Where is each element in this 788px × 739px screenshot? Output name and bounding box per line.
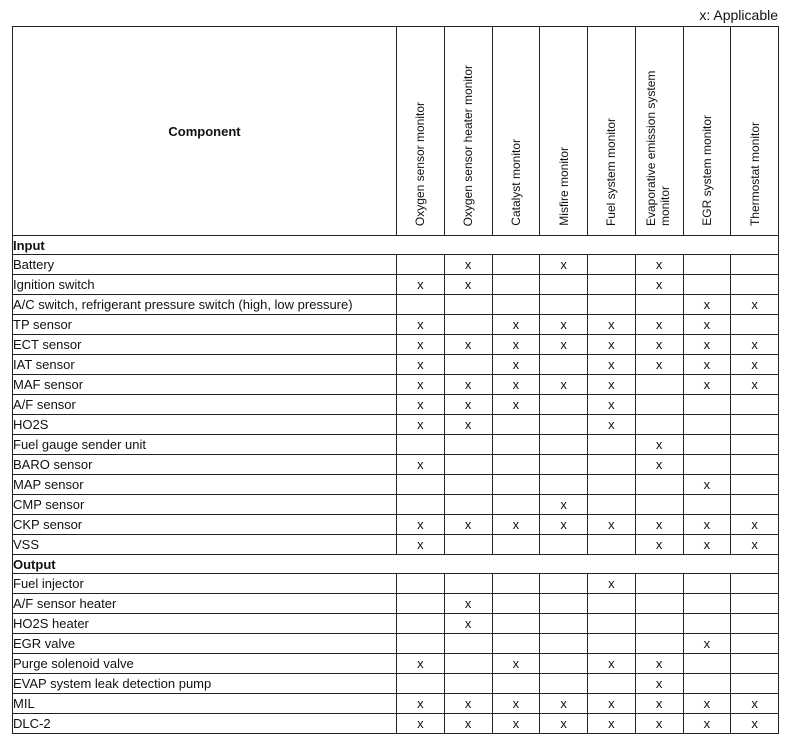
applicability-cell	[397, 674, 445, 694]
applicability-cell: x	[683, 714, 731, 734]
applicability-cell	[588, 495, 636, 515]
applicability-cell: x	[444, 415, 492, 435]
applicability-cell	[588, 634, 636, 654]
applicability-cell: x	[683, 355, 731, 375]
applicability-cell: x	[635, 275, 683, 295]
applicability-cell	[444, 435, 492, 455]
applicability-cell	[731, 275, 779, 295]
table-row	[13, 495, 779, 515]
applicability-cell	[540, 574, 588, 594]
applicability-cell: x	[492, 355, 540, 375]
applicability-cell	[588, 614, 636, 634]
table-row	[13, 275, 779, 295]
applicability-cell	[540, 535, 588, 555]
applicability-cell: x	[683, 375, 731, 395]
applicability-cell: x	[588, 315, 636, 335]
applicability-cell: x	[397, 714, 445, 734]
applicability-cell: x	[397, 455, 445, 475]
table-row	[13, 295, 779, 315]
component-label: MAF sensor	[13, 375, 397, 395]
applicability-cell: x	[635, 694, 683, 714]
applicability-cell	[588, 295, 636, 315]
applicability-cell	[635, 634, 683, 654]
monitor-header-label: EGR system monitor	[699, 115, 714, 226]
applicability-cell	[397, 435, 445, 455]
applicability-cell	[540, 355, 588, 375]
applicability-cell	[492, 634, 540, 654]
applicability-cell	[588, 475, 636, 495]
applicability-table	[12, 26, 779, 734]
table-row	[13, 355, 779, 375]
applicability-cell	[635, 395, 683, 415]
applicability-cell: x	[635, 535, 683, 555]
applicability-cell	[683, 275, 731, 295]
table-row	[13, 714, 779, 734]
applicability-cell: x	[444, 594, 492, 614]
table-row	[13, 315, 779, 335]
applicability-cell: x	[492, 375, 540, 395]
table-row	[13, 694, 779, 714]
applicability-cell	[588, 255, 636, 275]
component-label: MIL	[13, 694, 397, 714]
component-label: VSS	[13, 535, 397, 555]
applicability-cell: x	[588, 694, 636, 714]
applicability-cell	[683, 435, 731, 455]
applicability-cell: x	[397, 654, 445, 674]
header-row	[13, 27, 779, 236]
applicability-cell	[444, 495, 492, 515]
applicability-cell: x	[540, 335, 588, 355]
applicability-cell	[731, 654, 779, 674]
applicability-cell	[635, 415, 683, 435]
component-label: A/C switch, refrigerant pressure switch (high, low pressure)	[13, 295, 397, 315]
applicability-cell	[731, 475, 779, 495]
applicability-cell	[540, 395, 588, 415]
applicability-cell: x	[397, 694, 445, 714]
applicability-cell: x	[683, 535, 731, 555]
applicability-cell	[397, 495, 445, 515]
applicability-cell	[635, 375, 683, 395]
applicability-cell	[588, 455, 636, 475]
applicability-cell: x	[397, 335, 445, 355]
applicability-cell: x	[492, 515, 540, 535]
applicability-cell	[492, 435, 540, 455]
applicability-cell	[540, 275, 588, 295]
monitor-header-label: Evaporative emission system monitor	[644, 70, 673, 226]
applicability-cell: x	[397, 535, 445, 555]
applicability-cell: x	[588, 355, 636, 375]
component-label: A/F sensor heater	[13, 594, 397, 614]
applicability-cell	[635, 574, 683, 594]
component-label: HO2S heater	[13, 614, 397, 634]
applicability-cell	[683, 255, 731, 275]
applicability-cell	[683, 455, 731, 475]
applicability-cell: x	[731, 515, 779, 535]
applicability-cell: x	[731, 375, 779, 395]
monitor-header-label: Fuel system monitor	[604, 117, 619, 226]
applicability-cell	[731, 634, 779, 654]
applicability-cell	[683, 574, 731, 594]
applicability-cell: x	[588, 415, 636, 435]
applicability-cell	[683, 395, 731, 415]
applicability-cell: x	[444, 614, 492, 634]
component-label: ECT sensor	[13, 335, 397, 355]
monitor-header	[397, 27, 445, 236]
table-row	[13, 535, 779, 555]
table-row	[13, 335, 779, 355]
applicability-cell: x	[444, 395, 492, 415]
applicability-cell	[683, 594, 731, 614]
applicability-cell	[540, 634, 588, 654]
applicability-cell	[731, 395, 779, 415]
component-label: Fuel injector	[13, 574, 397, 594]
applicability-cell	[540, 455, 588, 475]
applicability-cell	[444, 315, 492, 335]
applicability-cell	[397, 255, 445, 275]
applicability-cell: x	[492, 315, 540, 335]
applicability-cell: x	[540, 694, 588, 714]
monitor-header	[683, 27, 731, 236]
applicability-cell	[397, 574, 445, 594]
monitor-header	[731, 27, 779, 236]
monitor-header	[444, 27, 492, 236]
component-label: Purge solenoid valve	[13, 654, 397, 674]
applicability-cell	[397, 614, 445, 634]
applicability-cell: x	[635, 355, 683, 375]
monitor-header	[635, 27, 683, 236]
applicability-cell: x	[540, 255, 588, 275]
component-label: IAT sensor	[13, 355, 397, 375]
monitor-header-label: Oxygen sensor heater monitor	[461, 64, 476, 226]
applicability-cell: x	[635, 255, 683, 275]
applicability-cell	[540, 435, 588, 455]
applicability-cell: x	[588, 515, 636, 535]
applicability-cell	[635, 495, 683, 515]
legend: x: Applicable	[699, 7, 778, 23]
monitor-header-label: Misfire monitor	[556, 147, 571, 226]
applicability-cell	[444, 574, 492, 594]
applicability-cell: x	[683, 315, 731, 335]
component-label: HO2S	[13, 415, 397, 435]
applicability-cell	[540, 594, 588, 614]
component-label: BARO sensor	[13, 455, 397, 475]
applicability-cell	[492, 475, 540, 495]
applicability-cell	[635, 295, 683, 315]
applicability-cell	[635, 594, 683, 614]
table-row	[13, 255, 779, 275]
table-row	[13, 574, 779, 594]
component-label: CKP sensor	[13, 515, 397, 535]
applicability-cell	[588, 594, 636, 614]
monitor-header	[492, 27, 540, 236]
applicability-cell: x	[635, 455, 683, 475]
applicability-cell	[444, 535, 492, 555]
applicability-cell	[731, 415, 779, 435]
applicability-cell: x	[731, 535, 779, 555]
applicability-cell	[731, 495, 779, 515]
applicability-cell: x	[683, 515, 731, 535]
applicability-cell: x	[588, 375, 636, 395]
applicability-cell	[492, 614, 540, 634]
applicability-cell	[492, 535, 540, 555]
applicability-cell: x	[492, 694, 540, 714]
applicability-cell	[683, 674, 731, 694]
applicability-cell	[540, 674, 588, 694]
component-label: Battery	[13, 255, 397, 275]
table-row	[13, 654, 779, 674]
applicability-cell: x	[397, 355, 445, 375]
table-row	[13, 674, 779, 694]
applicability-cell: x	[731, 295, 779, 315]
section-title: Input	[13, 236, 779, 255]
applicability-cell	[444, 674, 492, 694]
applicability-cell: x	[397, 275, 445, 295]
applicability-cell	[540, 654, 588, 674]
applicability-cell: x	[397, 395, 445, 415]
applicability-cell: x	[397, 315, 445, 335]
table-row	[13, 375, 779, 395]
applicability-cell: x	[444, 694, 492, 714]
applicability-cell: x	[635, 435, 683, 455]
table-row	[13, 475, 779, 495]
applicability-cell: x	[492, 714, 540, 734]
component-label: TP sensor	[13, 315, 397, 335]
applicability-cell: x	[444, 375, 492, 395]
applicability-cell	[588, 535, 636, 555]
applicability-cell	[444, 654, 492, 674]
applicability-cell: x	[683, 335, 731, 355]
applicability-cell: x	[635, 714, 683, 734]
applicability-cell: x	[731, 355, 779, 375]
applicability-cell: x	[635, 674, 683, 694]
monitor-header-label: Oxygen sensor monitor	[413, 101, 428, 226]
applicability-cell	[492, 295, 540, 315]
component-label: EVAP system leak detection pump	[13, 674, 397, 694]
monitor-header	[540, 27, 588, 236]
table-row	[13, 515, 779, 535]
applicability-cell: x	[444, 714, 492, 734]
applicability-cell: x	[397, 375, 445, 395]
applicability-cell	[683, 495, 731, 515]
applicability-cell: x	[444, 255, 492, 275]
applicability-cell	[540, 295, 588, 315]
applicability-cell: x	[731, 714, 779, 734]
applicability-cell: x	[397, 515, 445, 535]
applicability-cell	[492, 275, 540, 295]
applicability-cell	[492, 495, 540, 515]
component-header: Component	[13, 27, 397, 236]
applicability-cell	[731, 435, 779, 455]
applicability-cell	[731, 574, 779, 594]
applicability-cell: x	[588, 335, 636, 355]
applicability-cell: x	[540, 375, 588, 395]
applicability-cell: x	[731, 694, 779, 714]
component-label: Ignition switch	[13, 275, 397, 295]
applicability-cell	[444, 355, 492, 375]
applicability-cell	[731, 255, 779, 275]
applicability-cell: x	[588, 395, 636, 415]
applicability-cell: x	[540, 515, 588, 535]
applicability-cell	[731, 594, 779, 614]
applicability-cell	[588, 275, 636, 295]
applicability-cell	[444, 295, 492, 315]
applicability-cell	[492, 415, 540, 435]
component-label: CMP sensor	[13, 495, 397, 515]
applicability-cell	[492, 455, 540, 475]
table-row	[13, 455, 779, 475]
applicability-cell	[444, 634, 492, 654]
applicability-cell	[731, 315, 779, 335]
applicability-cell	[444, 475, 492, 495]
applicability-cell	[635, 614, 683, 634]
monitor-header-label: Catalyst monitor	[508, 139, 523, 226]
applicability-cell: x	[588, 654, 636, 674]
table-row	[13, 634, 779, 654]
applicability-cell	[683, 415, 731, 435]
component-label: A/F sensor	[13, 395, 397, 415]
applicability-cell	[397, 475, 445, 495]
table-row	[13, 415, 779, 435]
applicability-cell: x	[683, 634, 731, 654]
applicability-cell: x	[683, 295, 731, 315]
component-label: Fuel gauge sender unit	[13, 435, 397, 455]
applicability-cell	[397, 295, 445, 315]
monitor-header	[588, 27, 636, 236]
applicability-cell: x	[444, 335, 492, 355]
applicability-cell: x	[683, 694, 731, 714]
applicability-cell: x	[492, 335, 540, 355]
applicability-cell: x	[444, 515, 492, 535]
applicability-cell	[731, 674, 779, 694]
applicability-cell	[588, 435, 636, 455]
table-row	[13, 594, 779, 614]
applicability-cell: x	[492, 395, 540, 415]
table-row	[13, 395, 779, 415]
table-row	[13, 614, 779, 634]
component-label: DLC-2	[13, 714, 397, 734]
applicability-cell: x	[683, 475, 731, 495]
applicability-cell	[731, 455, 779, 475]
applicability-cell	[683, 614, 731, 634]
applicability-cell	[635, 475, 683, 495]
applicability-cell: x	[444, 275, 492, 295]
applicability-cell: x	[635, 315, 683, 335]
applicability-cell	[397, 594, 445, 614]
applicability-cell	[540, 614, 588, 634]
component-label: EGR valve	[13, 634, 397, 654]
applicability-cell: x	[635, 654, 683, 674]
section-row	[13, 236, 779, 255]
applicability-cell: x	[492, 654, 540, 674]
applicability-cell	[492, 574, 540, 594]
applicability-cell	[540, 415, 588, 435]
applicability-cell	[731, 614, 779, 634]
applicability-cell: x	[588, 714, 636, 734]
applicability-cell: x	[635, 515, 683, 535]
applicability-cell	[588, 674, 636, 694]
applicability-cell: x	[588, 574, 636, 594]
table-row	[13, 435, 779, 455]
applicability-cell: x	[540, 714, 588, 734]
monitor-header-label: Thermostat monitor	[747, 121, 762, 226]
applicability-cell: x	[540, 495, 588, 515]
applicability-cell	[492, 255, 540, 275]
applicability-cell: x	[731, 335, 779, 355]
section-title: Output	[13, 555, 779, 574]
table-body	[13, 236, 779, 734]
applicability-cell	[397, 634, 445, 654]
applicability-cell	[492, 674, 540, 694]
applicability-cell	[492, 594, 540, 614]
applicability-cell	[444, 455, 492, 475]
applicability-cell: x	[635, 335, 683, 355]
applicability-cell	[540, 475, 588, 495]
applicability-cell: x	[397, 415, 445, 435]
section-row	[13, 555, 779, 574]
applicability-cell: x	[540, 315, 588, 335]
component-label: MAP sensor	[13, 475, 397, 495]
applicability-cell	[683, 654, 731, 674]
